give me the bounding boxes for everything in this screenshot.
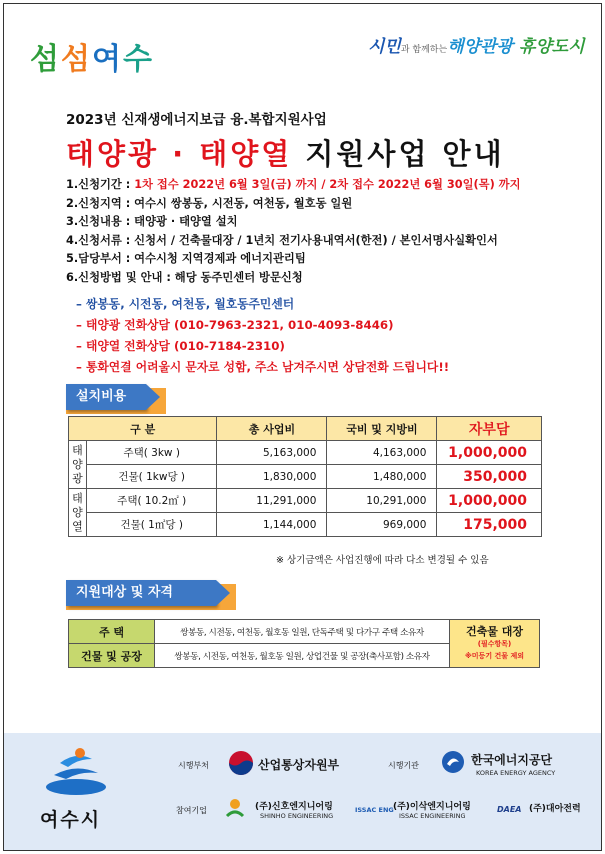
target-table [68, 619, 540, 668]
col-total: 총 사업비 [217, 417, 327, 441]
table-row [69, 465, 542, 489]
city-slogan-right [368, 32, 585, 57]
city-slogan-logo: 섬섬여수 [30, 42, 154, 77]
contact-pv-phone: – 태양광 전화상담 (010-7963-2321, 010-4093-8446) [76, 318, 394, 332]
issac-logo: ISSAC ENG [355, 806, 394, 814]
shinho-logo-icon [224, 796, 246, 820]
partner-issac: (주)이삭엔지니어링 [393, 802, 471, 812]
partner-shinho: (주)신호엔지니어링 [255, 802, 333, 812]
row-total: 1,144,000 [217, 513, 327, 537]
row-type: 주택( 10.2㎡ ) [87, 489, 217, 513]
title-rest: 지원사업 안내 [292, 137, 505, 171]
ministry-logo-icon [228, 750, 254, 776]
footer-city-name: 여수시 [40, 809, 102, 831]
contact-thermal-phone: – 태양열 전화상담 (010-7184-2310) [76, 339, 285, 353]
slogan-citizen: 시민 [368, 37, 401, 57]
title-solar-thermal: 태양열 [199, 137, 293, 171]
title-dot: · [159, 137, 200, 171]
agency-logo-icon [441, 750, 465, 774]
ministry-name: 산업통상자원부 [258, 758, 340, 772]
row-type: 건물( 1kw당 ) [87, 465, 217, 489]
row-self-pay: 1,000,000 [437, 441, 542, 465]
requirement-title: 건축물 대장 [466, 624, 523, 638]
info-method: 6.신청방법 및 안내 : 해당 동주민센터 방문신청 [66, 270, 303, 284]
row-type: 주택( 3kw ) [87, 441, 217, 465]
yeosu-emblem-icon [40, 745, 112, 801]
group-solar-thermal-label: 태 양 열 [72, 491, 83, 533]
slogan-resort: 휴양도시 [518, 37, 585, 57]
slogan-tourism: 해양관광 [447, 37, 513, 57]
daea-logo: DAEA [497, 805, 522, 814]
info-period [66, 176, 521, 195]
partner-daea: (주)대아전력 [529, 804, 581, 814]
info-content: 3.신청내용 : 태양광 · 태양열 설치 [66, 215, 238, 228]
info-period-value: 1차 접수 2022년 6월 3일(금) 까지 / 2차 접수 2022년 6월 30일(목) 까지 [134, 178, 521, 191]
partner-label: 참여기업 [176, 806, 207, 815]
row-self-pay: 1,000,000 [437, 489, 542, 513]
page-subtitle: 2023년 신재생에너지보급 융.복합지원사업 [66, 112, 327, 128]
table-row [69, 441, 542, 465]
target-house-desc: 쌍봉동, 시전동, 여천동, 월호동 일원, 단독주택 및 다가구 주택 소유자 [155, 620, 450, 644]
info-area: 2.신청지역 : 여수시 쌍봉동, 시전동, 여천동, 월호동 일원 [66, 196, 353, 210]
info-period-label: 1.신청기간 : [66, 178, 135, 191]
cost-table [68, 416, 542, 537]
row-subsidy: 4,163,000 [327, 441, 437, 465]
ministry-label: 시행부처 [178, 761, 209, 770]
group-solar-pv-label: 태 양 광 [72, 443, 83, 485]
target-requirement [450, 620, 540, 668]
page-title [66, 132, 505, 173]
agency-label: 시행기관 [388, 761, 419, 770]
row-subsidy: 10,291,000 [327, 489, 437, 513]
row-subsidy: 969,000 [327, 513, 437, 537]
target-building-label: 건물 및 공장 [69, 644, 155, 668]
partner-issac-en: ISSAC ENGINEERING [399, 812, 466, 820]
target-building-desc: 쌍봉동, 시전동, 여천동, 월호동 일원, 상업건물 및 공장(축사포함) 소유자 [155, 644, 450, 668]
target-section-tag: 지원대상 및 자격 [66, 580, 216, 606]
table-row [69, 620, 540, 644]
cost-note: ※ 상기금액은 사업진행에 따라 다소 변경될 수 있음 [276, 555, 489, 566]
requirement-sub2: ※미등기 건물 제외 [464, 651, 524, 660]
agency-name-en: KOREA ENERGY AGENCY [476, 769, 556, 777]
cost-section-tag: 설치비용 [66, 384, 146, 410]
row-total: 11,291,000 [217, 489, 327, 513]
col-self-pay: 자부담 [437, 417, 542, 441]
slogan-with: 과 함께하는 [400, 45, 448, 55]
target-house-label: 주 택 [69, 620, 155, 644]
col-subsidy: 국비 및 지방비 [327, 417, 437, 441]
info-documents: 4.신청서류 : 신청서 / 건축물대장 / 1년치 전기사용내역서(한전) / 본인서명사실확인서 [66, 233, 498, 247]
row-type: 건물( 1㎡당 ) [87, 513, 217, 537]
row-total: 1,830,000 [217, 465, 327, 489]
table-row [69, 489, 542, 513]
group-solar-thermal [69, 489, 87, 537]
row-total: 5,163,000 [217, 441, 327, 465]
contact-list [76, 294, 449, 378]
row-subsidy: 1,480,000 [327, 465, 437, 489]
title-solar-pv: 태양광 [66, 137, 160, 171]
contact-sms-note: – 통화연결 어려울시 문자로 성함, 주소 남겨주시면 상담전화 드립니다!! [76, 360, 450, 374]
contact-centers: – 쌍봉동, 시전동, 여천동, 월호동주민센터 [76, 297, 295, 311]
table-row [69, 513, 542, 537]
cost-header-row [69, 417, 542, 441]
agency-name: 한국에너지공단 [471, 753, 553, 767]
group-solar-pv [69, 441, 87, 489]
info-list [66, 176, 521, 287]
partner-shinho-en: SHINHO ENGINEERING [260, 812, 334, 820]
row-self-pay: 350,000 [437, 465, 542, 489]
col-category: 구 분 [69, 417, 217, 441]
requirement-sub1: (필수항목) [477, 639, 512, 648]
row-self-pay: 175,000 [437, 513, 542, 537]
info-department: 5.담당부서 : 여수시청 지역경제과 에너지관리팀 [66, 252, 306, 265]
